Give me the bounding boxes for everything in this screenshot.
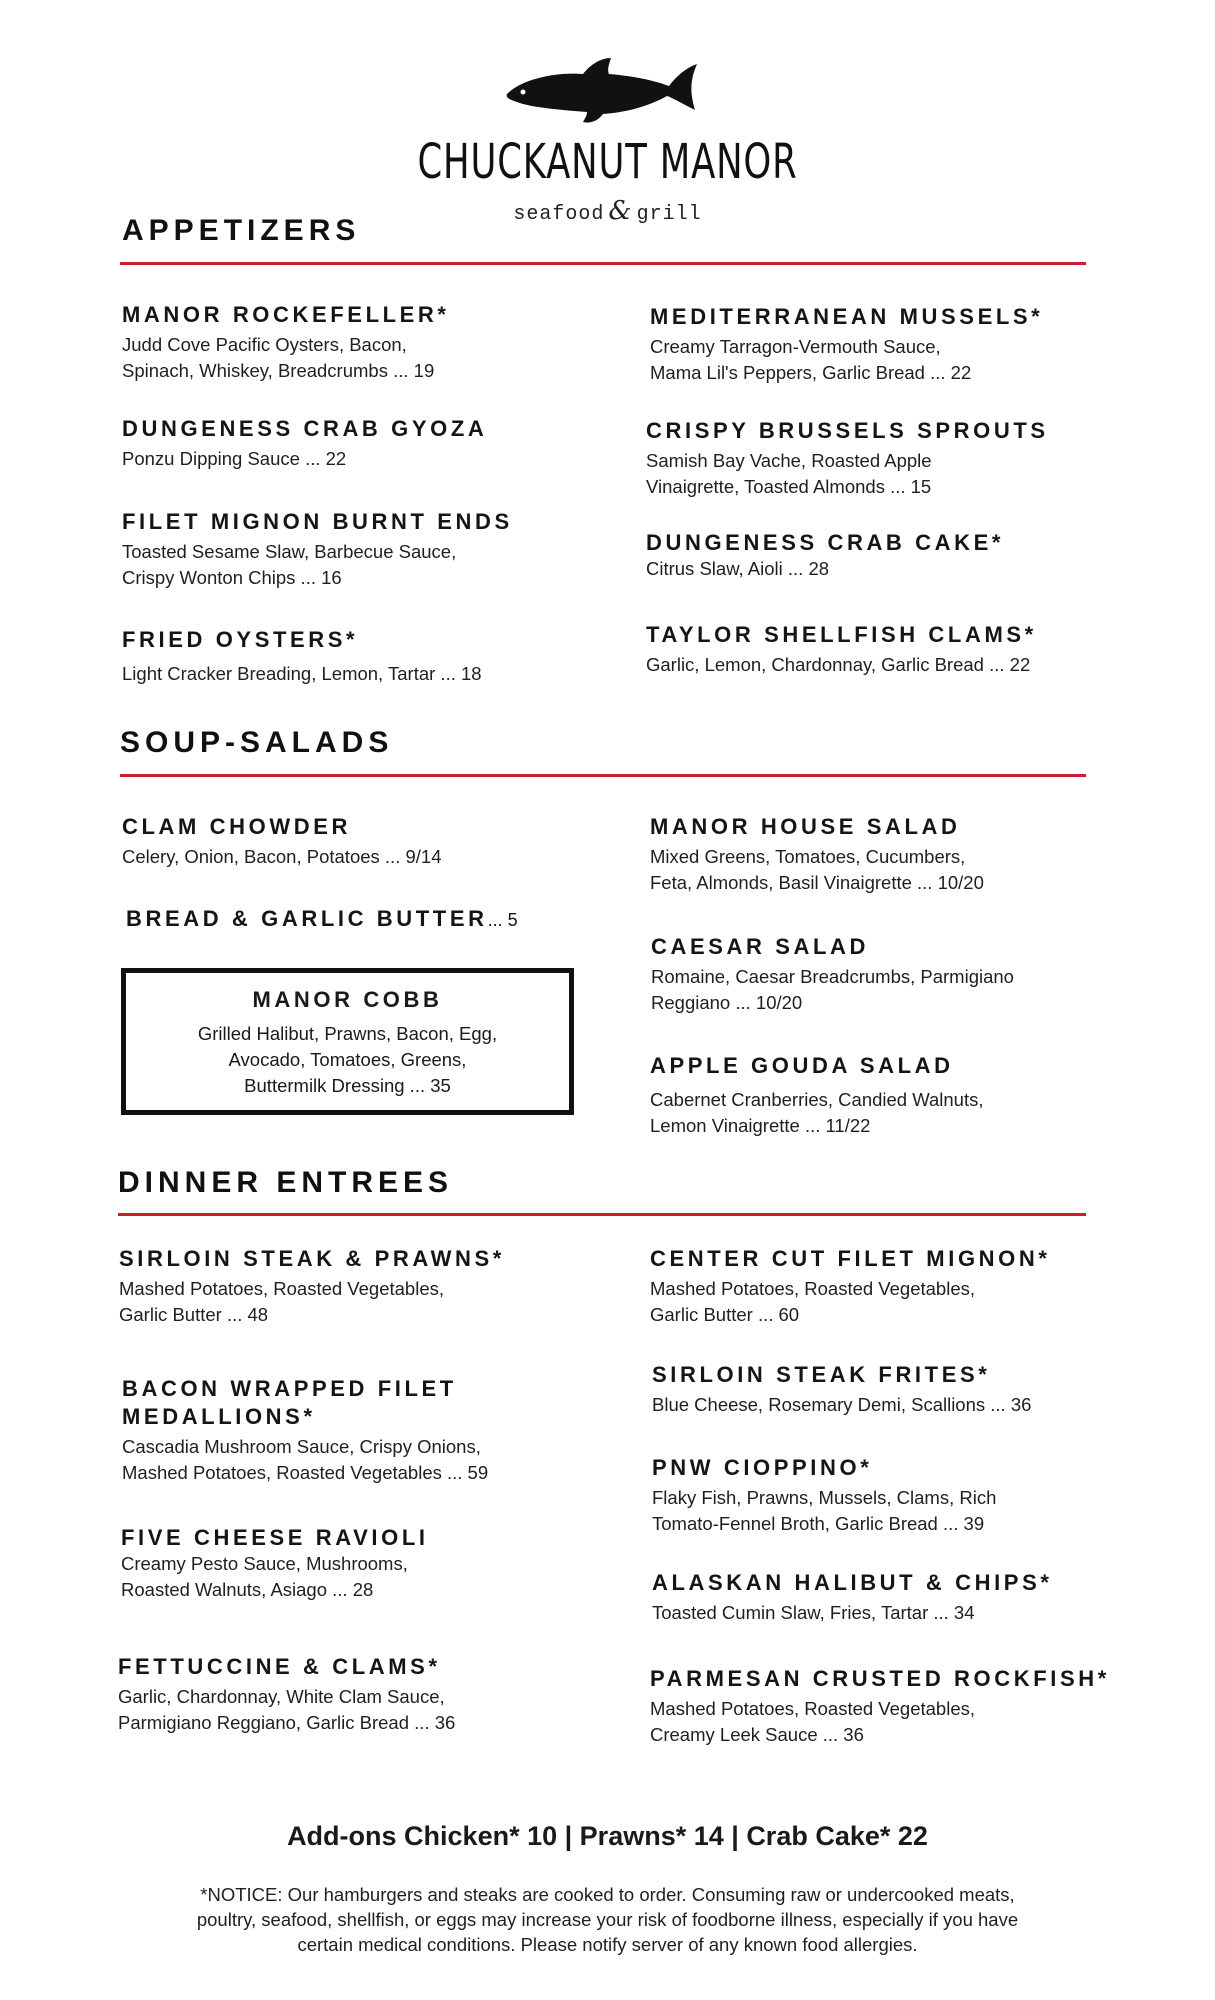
item-name: ALASKAN HALIBUT & CHIPS* (652, 1570, 1053, 1595)
restaurant-logo (0, 50, 1215, 230)
soup-salads-divider (120, 774, 1086, 777)
desc-line: Tomato-Fennel Broth, Garlic Bread ... 39 (652, 1513, 985, 1534)
notice-line: certain medical conditions. Please notify server of any known food allergies. (297, 1934, 918, 1955)
desc-line: Garlic, Lemon, Chardonnay, Garlic Bread ... 22 (646, 654, 1031, 675)
menu-item (652, 1570, 1053, 1626)
item-name: FILET MIGNON BURNT ENDS (122, 509, 513, 534)
item-description (122, 446, 487, 472)
menu-item (651, 934, 1014, 1016)
item-description (651, 964, 1014, 1016)
item-description (650, 334, 1043, 386)
notice-line: poultry, seafood, shellfish, or eggs may increase your risk of foodborne illness, especially if you have (196, 1909, 1019, 1930)
item-description (652, 1392, 1031, 1418)
desc-line: Mama Lil's Peppers, Garlic Bread ... 22 (650, 362, 972, 383)
menu-item (646, 418, 1049, 500)
item-description (122, 661, 482, 687)
brand-name: CHUCKANUT MANOR (417, 134, 798, 190)
item-name: PNW CIOPPINO* (652, 1455, 873, 1480)
menu-item (646, 622, 1037, 678)
desc-line: Citrus Slaw, Aioli ... 28 (646, 558, 830, 579)
addons-line: Add-ons Chicken* 10 | Prawns* 14 | Crab Cake* 22 (287, 1821, 928, 1851)
item-name: DUNGENESS CRAB GYOZA (122, 416, 488, 441)
item-name: SIRLOIN STEAK FRITES* (652, 1362, 991, 1387)
desc-line: Feta, Almonds, Basil Vinaigrette ... 10/20 (650, 872, 984, 893)
item-description (122, 844, 441, 870)
item-name: CAESAR SALAD (651, 934, 869, 959)
desc-line: Vinaigrette, Toasted Almonds ... 15 (646, 476, 932, 497)
item-name: CRISPY BRUSSELS SPROUTS (646, 418, 1049, 443)
desc-line: Crispy Wonton Chips ... 16 (122, 567, 342, 588)
item-description (118, 1684, 455, 1736)
desc-line: Spinach, Whiskey, Breadcrumbs ... 19 (122, 360, 435, 381)
menu-item (122, 1376, 488, 1486)
item-description (650, 1696, 1110, 1748)
item-price: ... 5 (487, 910, 518, 930)
desc-line: Cascadia Mushroom Sauce, Crispy Onions, (122, 1436, 481, 1457)
item-description (646, 652, 1037, 678)
menu-item (122, 509, 513, 591)
featured-item-box (121, 968, 574, 1115)
desc-line: Romaine, Caesar Breadcrumbs, Parmigiano (651, 966, 1014, 987)
tagline-left: seafood (513, 203, 605, 226)
desc-line: Mashed Potatoes, Roasted Vegetables, (650, 1278, 975, 1299)
item-name: FETTUCCINE & CLAMS* (118, 1654, 441, 1679)
item-name: CLAM CHOWDER (122, 814, 351, 839)
item-description (646, 448, 1049, 500)
desc-line: Creamy Leek Sauce ... 36 (650, 1724, 864, 1745)
entrees-divider (118, 1213, 1086, 1216)
desc-line: Mashed Potatoes, Roasted Vegetables, (119, 1278, 444, 1299)
menu-item (122, 302, 450, 384)
menu-item (121, 1525, 429, 1603)
desc-line: Judd Cove Pacific Oysters, Bacon, (122, 334, 407, 355)
item-description (652, 1485, 996, 1537)
desc-line: Creamy Pesto Sauce, Mushrooms, (121, 1553, 408, 1574)
desc-line: Garlic Butter ... 60 (650, 1304, 800, 1325)
item-name: FRIED OYSTERS* (122, 627, 359, 652)
food-safety-notice (120, 1882, 1095, 1957)
item-description (122, 539, 513, 591)
appetizers-heading: APPETIZERS (122, 214, 361, 247)
soup-salads-heading: SOUP-SALADS (120, 726, 394, 759)
desc-line: Grilled Halibut, Prawns, Bacon, Egg, (197, 1023, 498, 1044)
desc-line: Celery, Onion, Bacon, Potatoes ... 9/14 (122, 846, 442, 867)
tagline-right: grill (636, 203, 702, 226)
item-name (126, 906, 518, 932)
desc-line: Avocado, Tomatoes, Greens, (228, 1049, 467, 1070)
menu-item (122, 416, 487, 472)
desc-line: Toasted Cumin Slaw, Fries, Tartar ... 34 (652, 1602, 975, 1623)
desc-line: Roasted Walnuts, Asiago ... 28 (121, 1579, 374, 1600)
item-name: TAYLOR SHELLFISH CLAMS* (646, 622, 1037, 647)
menu-item (122, 814, 441, 870)
item-description (650, 844, 984, 896)
tagline-ampersand: & (608, 196, 633, 226)
item-description (122, 1434, 488, 1486)
desc-line: Flaky Fish, Prawns, Mussels, Clams, Rich (652, 1487, 997, 1508)
item-name: MANOR COBB (252, 987, 443, 1012)
desc-line: Ponzu Dipping Sauce ... 22 (122, 448, 347, 469)
appetizers-divider (120, 262, 1086, 265)
menu-item (646, 530, 1004, 582)
desc-line: Parmigiano Reggiano, Garlic Bread ... 36 (118, 1712, 456, 1733)
desc-line: Garlic, Chardonnay, White Clam Sauce, (118, 1686, 445, 1707)
item-name: FIVE CHEESE RAVIOLI (121, 1525, 429, 1550)
desc-line: Lemon Vinaigrette ... 11/22 (650, 1115, 871, 1136)
desc-line: Buttermilk Dressing ... 35 (244, 1075, 451, 1096)
menu-item (650, 1246, 1051, 1328)
desc-line: Mashed Potatoes, Roasted Vegetables ... 59 (122, 1462, 489, 1483)
item-name: BACON WRAPPED FILET (122, 1376, 457, 1401)
item-name: MEDITERRANEAN MUSSELS* (650, 304, 1044, 329)
desc-line: Mashed Potatoes, Roasted Vegetables, (650, 1698, 975, 1719)
menu-item (652, 1362, 1031, 1418)
desc-line: Mixed Greens, Tomatoes, Cucumbers, (650, 846, 966, 867)
menu-item (122, 627, 482, 687)
item-description (650, 1276, 1051, 1328)
fish-icon (503, 56, 701, 126)
desc-line: Creamy Tarragon-Vermouth Sauce, (650, 336, 941, 357)
item-name: MANOR HOUSE SALAD (650, 814, 961, 839)
item-name: CENTER CUT FILET MIGNON* (650, 1246, 1051, 1271)
desc-line: Samish Bay Vache, Roasted Apple (646, 450, 932, 471)
menu-item (119, 1246, 505, 1328)
desc-line: Light Cracker Breading, Lemon, Tartar ... 18 (122, 663, 482, 684)
desc-line: Reggiano ... 10/20 (651, 992, 803, 1013)
item-name: APPLE GOUDA SALAD (650, 1053, 954, 1078)
item-name-text: BREAD & GARLIC BUTTER (126, 906, 488, 931)
notice-line: *NOTICE: Our hamburgers and steaks are cooked to order. Consuming raw or undercooked meats, (200, 1884, 1015, 1905)
item-name: SIRLOIN STEAK & PRAWNS* (119, 1246, 505, 1271)
menu-item (652, 1455, 996, 1537)
menu-item (118, 1654, 455, 1736)
item-name: DUNGENESS CRAB CAKE* (646, 530, 1005, 555)
item-description (126, 1021, 569, 1099)
desc-line: Toasted Sesame Slaw, Barbecue Sauce, (122, 541, 457, 562)
item-description (646, 556, 1004, 582)
desc-line: Garlic Butter ... 48 (119, 1304, 269, 1325)
menu-item (650, 814, 984, 896)
item-description (650, 1087, 984, 1139)
menu-item (650, 1053, 984, 1139)
menu-item (126, 906, 518, 932)
item-name: MANOR ROCKEFELLER* (122, 302, 450, 327)
item-name-line2: MEDALLIONS* (122, 1404, 316, 1429)
item-description (119, 1276, 505, 1328)
item-description (122, 332, 450, 384)
menu-item (650, 1666, 1110, 1748)
item-description (652, 1600, 1053, 1626)
item-description (121, 1551, 429, 1603)
entrees-heading: DINNER ENTREES (118, 1166, 454, 1199)
desc-line: Cabernet Cranberries, Candied Walnuts, (650, 1089, 984, 1110)
item-name: PARMESAN CRUSTED ROCKFISH* (650, 1666, 1110, 1691)
menu-item (650, 304, 1043, 386)
desc-line: Blue Cheese, Rosemary Demi, Scallions ... 36 (652, 1394, 1032, 1415)
